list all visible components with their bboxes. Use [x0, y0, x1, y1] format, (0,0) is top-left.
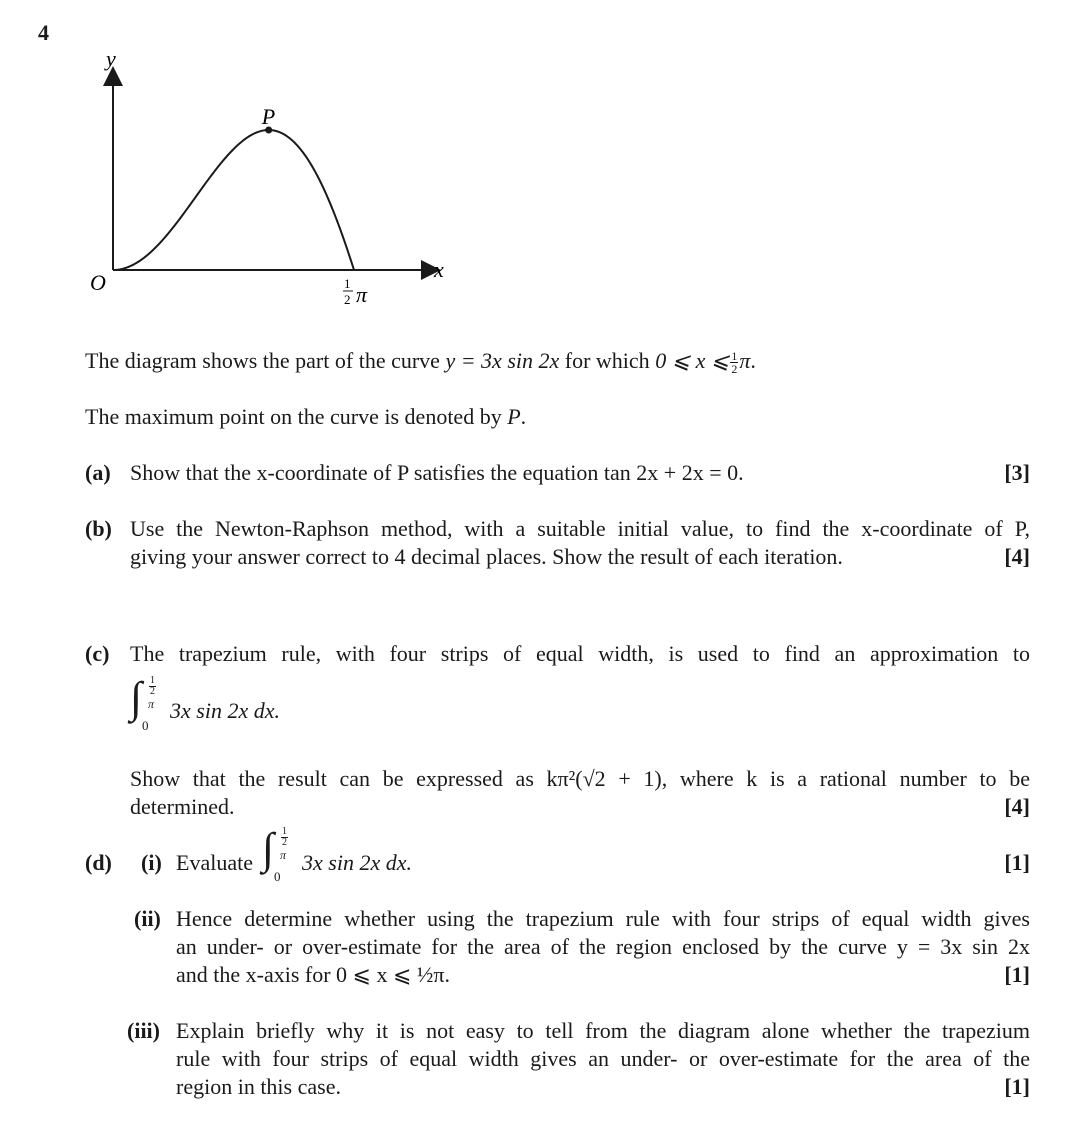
- part-c-line3: Show that the result can be expressed as kπ²(√2 + 1), where k is a rational number to be: [130, 766, 1030, 791]
- part-d-iii-line1: Explain briefly why it is not easy to tell from the diagram alone whether the trapezium: [176, 1018, 1030, 1043]
- part-b-line1: Use the Newton-Raphson method, with a suitable initial value, to find the x-coordinate of P,: [130, 516, 1030, 541]
- part-a-text: Show that the x-coordinate of P satisfies the equation tan 2x + 2x = 0.: [130, 460, 744, 485]
- part-d-i-integral: [262, 824, 412, 885]
- part-d-ii-mark: [1]: [1004, 962, 1030, 987]
- origin-label: O: [90, 270, 106, 295]
- part-b-line2: giving your answer correct to 4 decimal places. Show the result of each iteration.: [130, 544, 843, 569]
- half-fraction: $\frac{1}{2}$: [731, 349, 738, 377]
- intro-curve-line: The diagram shows the part of the curve y = 3x sin 2x for which 0 ⩽ x ⩽ $\frac{1}{2}$ π.: [85, 348, 756, 377]
- intro-text-b: for which: [564, 348, 650, 373]
- part-c-integrand: 3x sin 2x dx.: [170, 698, 280, 723]
- point-p-label: P: [261, 104, 276, 129]
- curve-diagram: [80, 40, 460, 320]
- x-axis-label: x: [434, 257, 444, 282]
- part-d-ii-line1: Hence determine whether using the trapezium rule with four strips of equal width gives: [176, 906, 1030, 931]
- part-d-iii-label: (iii): [127, 1018, 160, 1043]
- part-c-line1: The trapezium rule, with four strips of equal width, is used to find an approximation to: [130, 641, 1030, 666]
- part-d-iii-mark: [1]: [1004, 1074, 1030, 1099]
- part-a-mark: [3]: [1004, 460, 1030, 485]
- part-c-label: (c): [85, 641, 110, 666]
- intro-text-a: The diagram shows the part of the curve: [85, 348, 440, 373]
- question-number: 4: [38, 20, 49, 45]
- part-d-ii-label: (ii): [134, 906, 161, 931]
- part-d-i-integrand: 3x sin 2x dx.: [302, 850, 412, 875]
- integral-sign: ∫: [262, 824, 275, 873]
- intro-text-c: The maximum point on the curve is denoted by: [85, 404, 502, 429]
- part-d-iii-line2: rule with four strips of equal width gives an under- or over-estimate for the area of the: [176, 1046, 1030, 1071]
- part-c-line4: determined.: [130, 794, 235, 819]
- curve-line: [113, 130, 354, 270]
- lower-limit: 0: [274, 869, 281, 884]
- part-c-mark: [4]: [1004, 794, 1030, 819]
- part-d-label: (d): [85, 850, 112, 875]
- end-fraction-numerator: 1: [344, 276, 351, 291]
- part-b-label: (b): [85, 516, 112, 541]
- upper-limit: $\frac{1}{2}$ π: [148, 675, 155, 711]
- part-d-ii-line2: an under- or over-estimate for the area of the region enclosed by the curve y = 3x sin 2x: [176, 934, 1030, 959]
- range-prefix: 0 ⩽ x ⩽: [655, 348, 730, 373]
- end-pi-label: π: [356, 282, 368, 307]
- part-d-i-text: Evaluate: [176, 850, 253, 875]
- pi-symbol: π: [739, 348, 751, 373]
- part-d-iii-line3: region in this case.: [176, 1074, 341, 1099]
- intro-point: P: [507, 404, 521, 429]
- part-d-i-label: (i): [141, 850, 162, 875]
- part-b-mark: [4]: [1004, 544, 1030, 569]
- part-a-label: (a): [85, 460, 111, 485]
- part-c-integral: [130, 673, 280, 734]
- curve-equation: y = 3x sin 2x: [445, 348, 560, 373]
- end-fraction-denominator: 2: [344, 292, 351, 307]
- upper-limit: $\frac{1}{2}$ π: [280, 826, 287, 862]
- y-axis-label: y: [106, 46, 116, 71]
- integral-sign: ∫: [130, 673, 143, 722]
- part-d-ii-line3: and the x-axis for 0 ⩽ x ⩽ ½π.: [176, 962, 451, 987]
- intro-max-line: The maximum point on the curve is denoted by P.: [85, 404, 527, 429]
- lower-limit: 0: [142, 718, 149, 733]
- part-d-i-mark: [1]: [1004, 850, 1030, 875]
